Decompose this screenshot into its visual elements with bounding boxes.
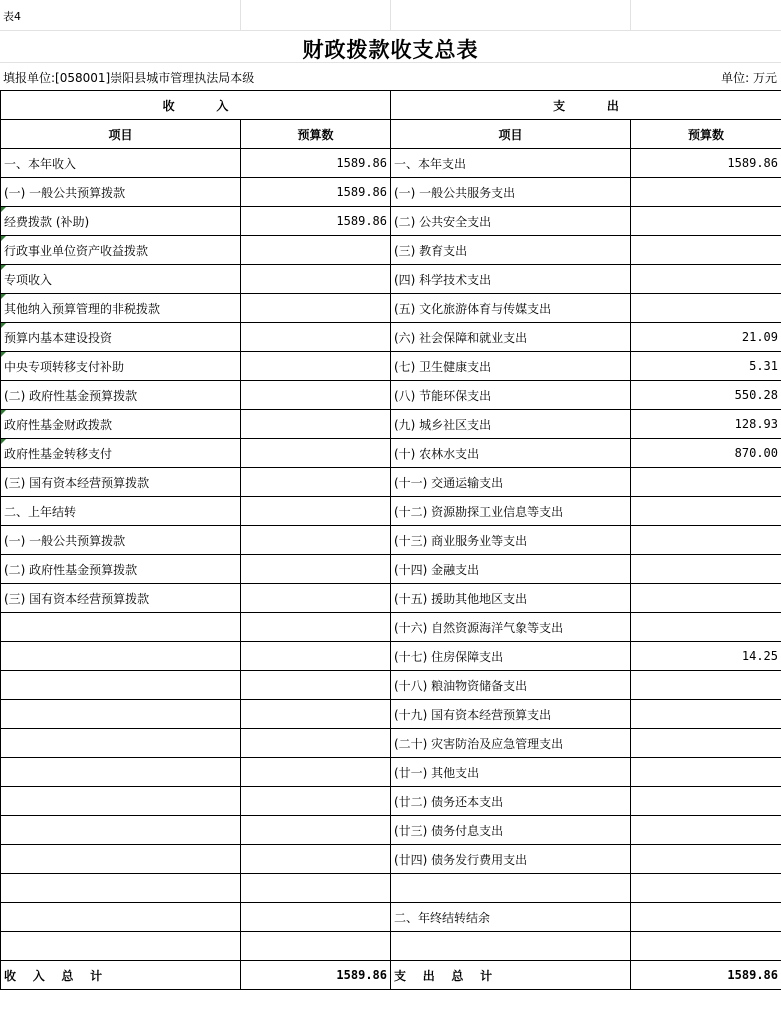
income-budget-cell[interactable] xyxy=(241,323,391,352)
expense-item-cell[interactable]: (十八) 粮油物资储备支出 xyxy=(391,671,631,700)
table-row xyxy=(1,294,781,323)
income-item-cell[interactable] xyxy=(1,903,241,932)
table-row xyxy=(1,265,781,294)
expense-item-cell[interactable]: (二十) 灾害防治及应急管理支出 xyxy=(391,729,631,758)
table-row xyxy=(1,526,781,555)
table-row xyxy=(1,323,781,352)
income-item-cell[interactable]: 政府性基金财政拨款 xyxy=(1,410,241,439)
income-item-cell[interactable]: (一) 一般公共预算拨款 xyxy=(1,526,241,555)
expense-total-label[interactable]: 支 出 总 计 xyxy=(391,961,631,990)
sheet-number: 表4 xyxy=(3,10,21,23)
income-budget-cell[interactable] xyxy=(241,845,391,874)
income-budget-cell[interactable] xyxy=(241,671,391,700)
income-budget-cell[interactable]: 1589.86 xyxy=(241,149,391,178)
expense-budget-cell[interactable] xyxy=(631,816,781,845)
table-row xyxy=(1,903,781,932)
sheet-top-row xyxy=(0,0,781,30)
table-row xyxy=(1,352,781,381)
income-header[interactable]: 收 入 xyxy=(1,91,391,120)
expense-budget-cell[interactable]: 1589.86 xyxy=(631,149,781,178)
expense-item-cell[interactable]: (八) 节能环保支出 xyxy=(391,381,631,410)
expense-item-cell[interactable]: (十四) 金融支出 xyxy=(391,555,631,584)
income-budget-cell[interactable] xyxy=(241,584,391,613)
expense-budget-cell[interactable]: 14.25 xyxy=(631,642,781,671)
income-budget-cell[interactable] xyxy=(241,700,391,729)
table-row xyxy=(1,816,781,845)
table-row xyxy=(1,932,781,961)
meta-row xyxy=(0,62,781,91)
income-budget-cell[interactable] xyxy=(241,265,391,294)
expense-item-cell[interactable]: (三) 教育支出 xyxy=(391,236,631,265)
expense-budget-cell[interactable] xyxy=(631,497,781,526)
income-budget-cell[interactable] xyxy=(241,874,391,903)
expense-item-cell[interactable]: (十一) 交通运输支出 xyxy=(391,468,631,497)
expense-item-cell[interactable]: (十七) 住房保障支出 xyxy=(391,642,631,671)
income-budget-cell[interactable] xyxy=(241,294,391,323)
expense-budget-cell[interactable] xyxy=(631,265,781,294)
income-item-cell[interactable]: 二、上年结转 xyxy=(1,497,241,526)
income-item-cell[interactable] xyxy=(1,642,241,671)
table-row xyxy=(1,410,781,439)
income-budget-cell[interactable] xyxy=(241,236,391,265)
expense-budget-cell[interactable] xyxy=(631,236,781,265)
income-item-cell[interactable]: 其他纳入预算管理的非税拨款 xyxy=(1,294,241,323)
expense-budget-header[interactable]: 预算数 xyxy=(631,120,781,149)
expense-budget-cell[interactable] xyxy=(631,555,781,584)
income-item-cell[interactable]: (一) 一般公共预算拨款 xyxy=(1,178,241,207)
budget-table xyxy=(0,90,781,990)
income-item-cell[interactable] xyxy=(1,787,241,816)
income-item-cell[interactable] xyxy=(1,816,241,845)
expense-item-cell[interactable]: (廿四) 债务发行费用支出 xyxy=(391,845,631,874)
table-row xyxy=(1,729,781,758)
income-item-cell[interactable] xyxy=(1,874,241,903)
table-row xyxy=(1,642,781,671)
expense-budget-cell[interactable] xyxy=(631,207,781,236)
income-item-cell[interactable] xyxy=(1,845,241,874)
expense-budget-cell[interactable] xyxy=(631,874,781,903)
table-row xyxy=(1,236,781,265)
income-budget-cell[interactable] xyxy=(241,758,391,787)
expense-budget-cell[interactable]: 128.93 xyxy=(631,410,781,439)
income-total-label[interactable]: 收 入 总 计 xyxy=(1,961,241,990)
expense-budget-cell[interactable] xyxy=(631,932,781,961)
expense-budget-cell[interactable] xyxy=(631,178,781,207)
income-budget-cell[interactable] xyxy=(241,468,391,497)
expense-item-cell[interactable]: (十三) 商业服务业等支出 xyxy=(391,526,631,555)
income-item-header[interactable]: 项目 xyxy=(1,120,241,149)
income-item-cell[interactable]: (二) 政府性基金预算拨款 xyxy=(1,381,241,410)
table-row xyxy=(1,555,781,584)
column-header-row xyxy=(1,120,781,149)
income-budget-header[interactable]: 预算数 xyxy=(241,120,391,149)
table-row xyxy=(1,497,781,526)
income-budget-cell[interactable] xyxy=(241,816,391,845)
table-row xyxy=(1,874,781,903)
income-item-cell[interactable]: 中央专项转移支付补助 xyxy=(1,352,241,381)
expense-item-cell[interactable]: (十六) 自然资源海洋气象等支出 xyxy=(391,613,631,642)
income-total-value[interactable]: 1589.86 xyxy=(241,961,391,990)
expense-item-cell[interactable]: 二、年终结转结余 xyxy=(391,903,631,932)
income-item-cell[interactable] xyxy=(1,758,241,787)
table-row xyxy=(1,468,781,497)
table-row xyxy=(1,149,781,178)
expense-budget-cell[interactable] xyxy=(631,584,781,613)
table-row xyxy=(1,671,781,700)
expense-item-cell[interactable]: (十九) 国有资本经营预算支出 xyxy=(391,700,631,729)
expense-item-header[interactable]: 项目 xyxy=(391,120,631,149)
expense-budget-cell[interactable] xyxy=(631,903,781,932)
income-item-cell[interactable]: (三) 国有资本经营预算拨款 xyxy=(1,468,241,497)
expense-item-cell[interactable]: (十) 农林水支出 xyxy=(391,439,631,468)
expense-item-cell[interactable]: (四) 科学技术支出 xyxy=(391,265,631,294)
income-item-cell[interactable] xyxy=(1,729,241,758)
expense-item-cell[interactable]: (廿三) 债务付息支出 xyxy=(391,816,631,845)
total-row xyxy=(1,961,781,990)
expense-item-cell[interactable]: (廿一) 其他支出 xyxy=(391,758,631,787)
income-budget-cell[interactable] xyxy=(241,642,391,671)
expense-budget-cell[interactable] xyxy=(631,671,781,700)
income-budget-cell[interactable] xyxy=(241,410,391,439)
income-budget-cell[interactable] xyxy=(241,526,391,555)
income-item-cell[interactable]: 预算内基本建设投资 xyxy=(1,323,241,352)
expense-item-cell[interactable]: (十五) 援助其他地区支出 xyxy=(391,584,631,613)
reporting-unit: 填报单位:[058001]崇阳县城市管理执法局本级 xyxy=(3,71,255,85)
income-budget-cell[interactable] xyxy=(241,903,391,932)
page-title: 财政拨款收支总表 xyxy=(302,37,479,62)
currency-unit: 单位: 万元 xyxy=(721,71,777,85)
table-row xyxy=(1,207,781,236)
expense-budget-cell[interactable] xyxy=(631,729,781,758)
expense-budget-cell[interactable]: 5.31 xyxy=(631,352,781,381)
expense-item-cell[interactable]: (二) 公共安全支出 xyxy=(391,207,631,236)
expense-header[interactable]: 支 出 xyxy=(391,91,781,120)
income-item-cell[interactable] xyxy=(1,932,241,961)
income-item-cell[interactable]: 经费拨款 (补助) xyxy=(1,207,241,236)
income-budget-cell[interactable] xyxy=(241,613,391,642)
income-budget-cell[interactable] xyxy=(241,729,391,758)
income-item-cell[interactable]: 专项收入 xyxy=(1,265,241,294)
title-row xyxy=(0,30,781,63)
income-item-cell[interactable] xyxy=(1,671,241,700)
expense-budget-cell[interactable] xyxy=(631,613,781,642)
expense-item-cell[interactable]: (九) 城乡社区支出 xyxy=(391,410,631,439)
income-item-cell[interactable]: 行政事业单位资产收益拨款 xyxy=(1,236,241,265)
income-item-cell[interactable] xyxy=(1,700,241,729)
expense-budget-cell[interactable]: 21.09 xyxy=(631,323,781,352)
table-row xyxy=(1,758,781,787)
gridline xyxy=(630,0,631,30)
income-budget-cell[interactable] xyxy=(241,932,391,961)
income-budget-cell[interactable]: 1589.86 xyxy=(241,207,391,236)
expense-budget-cell[interactable]: 870.00 xyxy=(631,439,781,468)
expense-item-cell[interactable]: (一) 一般公共服务支出 xyxy=(391,178,631,207)
income-budget-cell[interactable] xyxy=(241,381,391,410)
income-budget-cell[interactable] xyxy=(241,555,391,584)
income-item-cell[interactable]: 政府性基金转移支付 xyxy=(1,439,241,468)
expense-item-cell[interactable]: (廿二) 债务还本支出 xyxy=(391,787,631,816)
income-item-cell[interactable]: 一、本年收入 xyxy=(1,149,241,178)
table-row xyxy=(1,178,781,207)
table-row xyxy=(1,439,781,468)
expense-item-cell[interactable]: 一、本年支出 xyxy=(391,149,631,178)
expense-budget-cell[interactable] xyxy=(631,294,781,323)
income-budget-cell[interactable] xyxy=(241,439,391,468)
expense-budget-cell[interactable] xyxy=(631,787,781,816)
expense-item-cell[interactable]: (五) 文化旅游体育与传媒支出 xyxy=(391,294,631,323)
table-row xyxy=(1,845,781,874)
income-budget-cell[interactable] xyxy=(241,497,391,526)
gridline xyxy=(240,0,241,30)
expense-budget-cell[interactable] xyxy=(631,526,781,555)
expense-item-cell[interactable]: (十二) 资源勘探工业信息等支出 xyxy=(391,497,631,526)
section-header-row xyxy=(1,91,781,120)
income-budget-cell[interactable] xyxy=(241,352,391,381)
expense-budget-cell[interactable] xyxy=(631,700,781,729)
expense-total-value[interactable]: 1589.86 xyxy=(631,961,781,990)
expense-item-cell[interactable] xyxy=(391,932,631,961)
gridline xyxy=(390,0,391,30)
table-row xyxy=(1,700,781,729)
expense-budget-cell[interactable] xyxy=(631,758,781,787)
income-item-cell[interactable]: (三) 国有资本经营预算拨款 xyxy=(1,584,241,613)
expense-budget-cell[interactable]: 550.28 xyxy=(631,381,781,410)
income-budget-cell[interactable]: 1589.86 xyxy=(241,178,391,207)
table-row xyxy=(1,613,781,642)
table-row xyxy=(1,584,781,613)
table-row xyxy=(1,381,781,410)
expense-budget-cell[interactable] xyxy=(631,468,781,497)
expense-budget-cell[interactable] xyxy=(631,845,781,874)
table-row xyxy=(1,787,781,816)
expense-item-cell[interactable] xyxy=(391,874,631,903)
income-item-cell[interactable]: (二) 政府性基金预算拨款 xyxy=(1,555,241,584)
expense-item-cell[interactable]: (七) 卫生健康支出 xyxy=(391,352,631,381)
income-budget-cell[interactable] xyxy=(241,787,391,816)
income-item-cell[interactable] xyxy=(1,613,241,642)
expense-item-cell[interactable]: (六) 社会保障和就业支出 xyxy=(391,323,631,352)
